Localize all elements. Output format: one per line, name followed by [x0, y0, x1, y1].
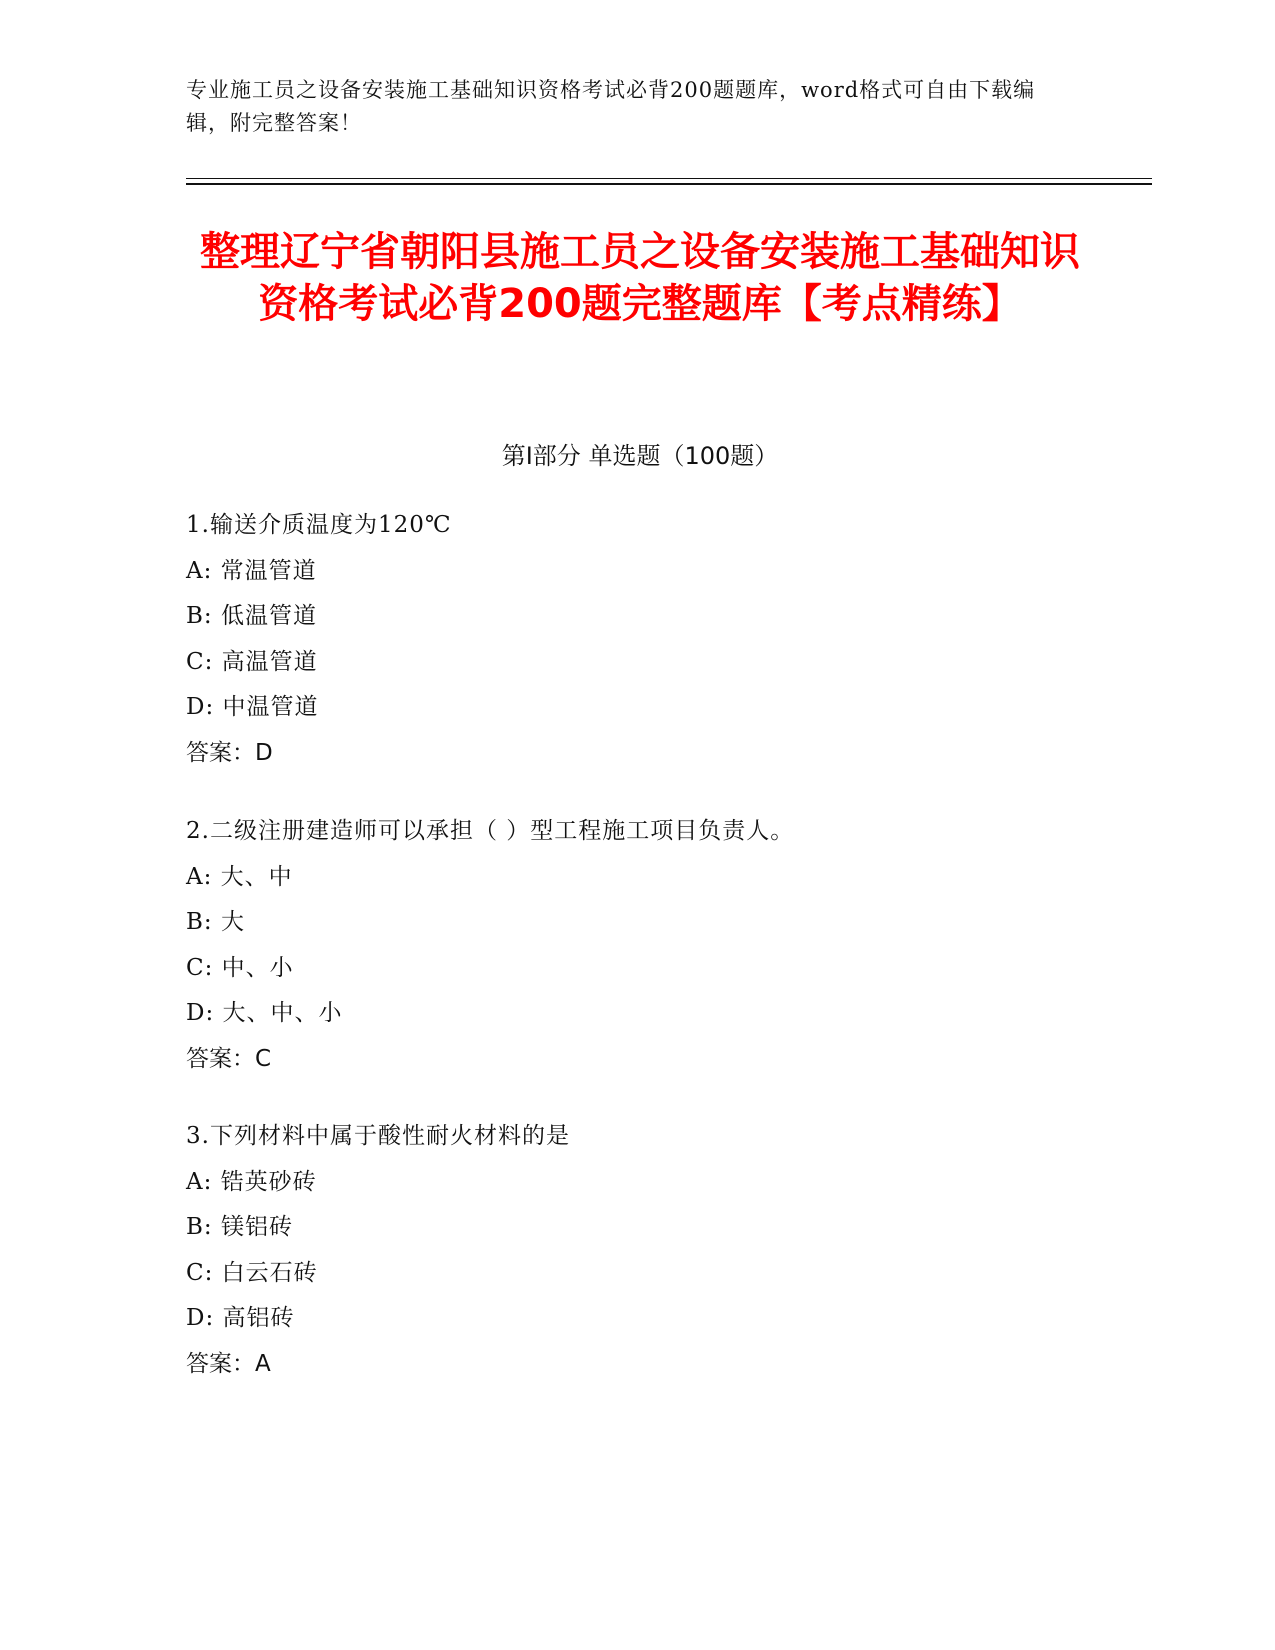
option-b: B: 大 [186, 909, 245, 935]
answer-line: 答案：A [186, 1350, 271, 1377]
question-block [186, 503, 1126, 776]
option-c: C: 白云石砖 [186, 1259, 318, 1286]
question-stem: 1.输送介质温度为120℃ [186, 512, 452, 538]
section-heading: 第I部分 单选题（100题） [501, 442, 779, 470]
option-c: C: 高温管道 [186, 648, 318, 675]
header-divider-thin [186, 178, 1152, 179]
option-a: A: 大、中 [186, 863, 293, 890]
option-d: D: 中温管道 [186, 694, 319, 720]
answer-line: 答案：C [186, 1045, 272, 1072]
question-block [186, 809, 1126, 1082]
option-c: C: 中、小 [186, 954, 294, 981]
document-title: 整理辽宁省朝阳县施工员之设备安装施工基础知识资格考试必背200题完整题库【考点精练】 [200, 229, 1080, 327]
option-b: B: 镁铝砖 [186, 1214, 293, 1240]
option-a: A: 常温管道 [186, 557, 317, 584]
option-a: A: 锆英砂砖 [186, 1168, 317, 1195]
header-note: 专业施工员之设备安装施工基础知识资格考试必背200题题库，word格式可自由下载编辑，附完整答案！ [186, 78, 1036, 135]
question-stem: 2.二级注册建造师可以承担（ ）型工程施工项目负责人。 [186, 818, 795, 844]
question-block [186, 1114, 1126, 1387]
answer-line: 答案：D [186, 739, 273, 766]
header-divider-thick [186, 183, 1152, 185]
question-stem: 3.下列材料中属于酸性耐火材料的是 [186, 1123, 570, 1149]
option-d: D: 大、中、小 [186, 1000, 343, 1026]
option-d: D: 高铝砖 [186, 1305, 295, 1331]
option-b: B: 低温管道 [186, 603, 317, 629]
